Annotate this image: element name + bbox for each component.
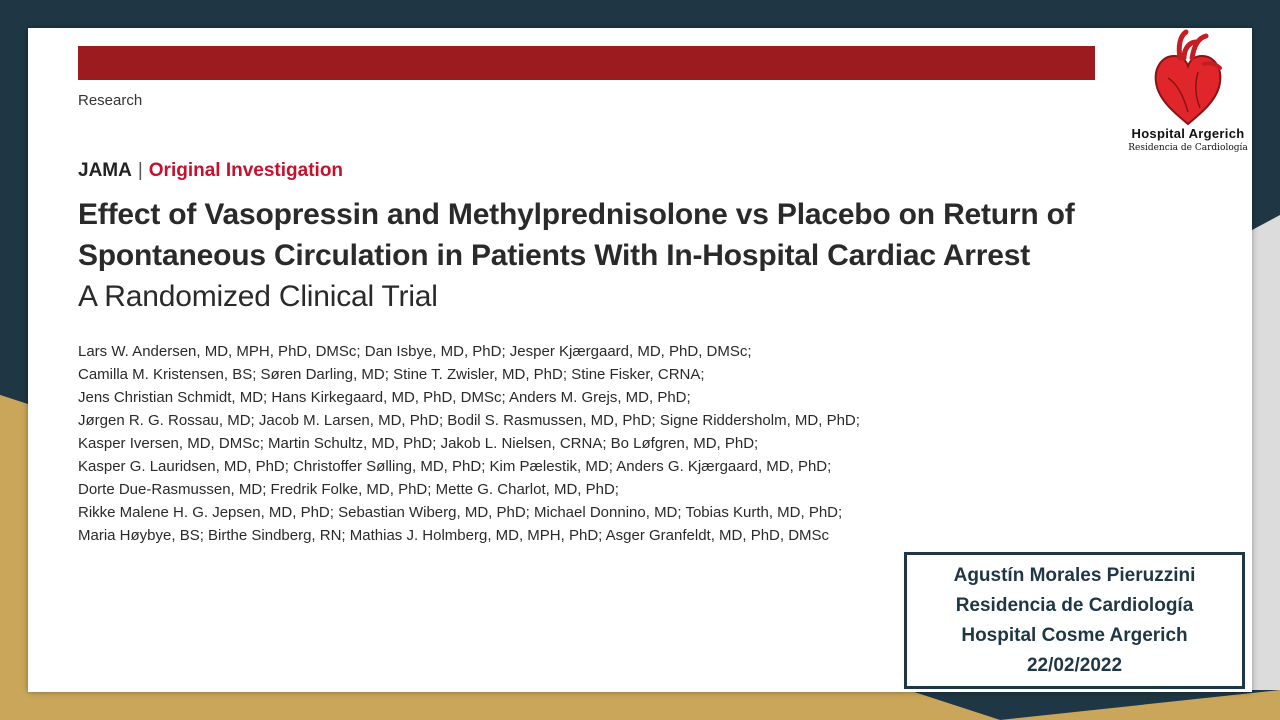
journal-line <box>78 160 343 182</box>
presenter-program: Residencia de Cardiología <box>955 594 1194 616</box>
presenter-hospital: Hospital Cosme Argerich <box>961 624 1188 646</box>
journal-separator: | <box>137 160 143 181</box>
article-title: Effect of Vasopressin and Methylprednisolone vs Placebo on Return of Spontaneous Circulation in Patients With In-Hospital Cardiac Arrest <box>78 198 1075 272</box>
article-type: Original Investigation <box>148 160 344 181</box>
author-list <box>78 340 860 547</box>
author-line: Maria Høybye, BS; Birthe Sindberg, RN; Mathias J. Holmberg, MD, MPH, PhD; Asger Granfeldt, MD, PhD, DMSc <box>78 527 830 544</box>
author-line: Kasper G. Lauridsen, MD, PhD; Christoffer Sølling, MD, PhD; Kim Pælestik, MD; Anders G. Kjærgaard, MD, PhD; <box>78 458 832 475</box>
section-label: Research <box>78 92 143 109</box>
author-line: Rikke Malene H. G. Jepsen, MD, PhD; Sebastian Wiberg, MD, PhD; Michael Donnino, MD; Tobias Kurth, MD, PhD; <box>78 504 843 521</box>
presenter-box <box>904 552 1245 689</box>
article-subtitle: A Randomized Clinical Trial <box>78 280 438 313</box>
presentation-date: 22/02/2022 <box>1026 654 1123 676</box>
journal-header-bar <box>78 46 1095 80</box>
journal-name: JAMA <box>78 160 132 181</box>
hospital-logo <box>1118 28 1258 163</box>
logo-name: Hospital Argerich <box>1131 126 1245 141</box>
author-line: Jørgen R. G. Rossau, MD; Jacob M. Larsen, MD, PhD; Bodil S. Rasmussen, MD, PhD; Signe Riddersholm, MD, PhD; <box>78 412 860 429</box>
author-line: Dorte Due-Rasmussen, MD; Fredrik Folke, MD, PhD; Mette G. Charlot, MD, PhD; <box>78 481 619 498</box>
presenter-name: Agustín Morales Pieruzzini <box>953 564 1196 586</box>
author-line: Lars W. Andersen, MD, MPH, PhD, DMSc; Dan Isbye, MD, PhD; Jesper Kjærgaard, MD, PhD, DMSc; <box>78 343 752 360</box>
author-line: Jens Christian Schmidt, MD; Hans Kirkegaard, MD, PhD, DMSc; Anders M. Grejs, MD, PhD; <box>78 389 691 406</box>
logo-subtitle: Residencia de Cardiología <box>1128 143 1248 153</box>
article-title-block <box>78 194 1118 317</box>
heart-icon <box>1148 28 1228 128</box>
author-line: Kasper Iversen, MD, DMSc; Martin Schultz, MD, PhD; Jakob L. Nielsen, CRNA; Bo Løfgren, MD, PhD; <box>78 435 759 452</box>
author-line: Camilla M. Kristensen, BS; Søren Darling, MD; Stine T. Zwisler, MD, PhD; Stine Fisker, CRNA; <box>78 366 705 383</box>
